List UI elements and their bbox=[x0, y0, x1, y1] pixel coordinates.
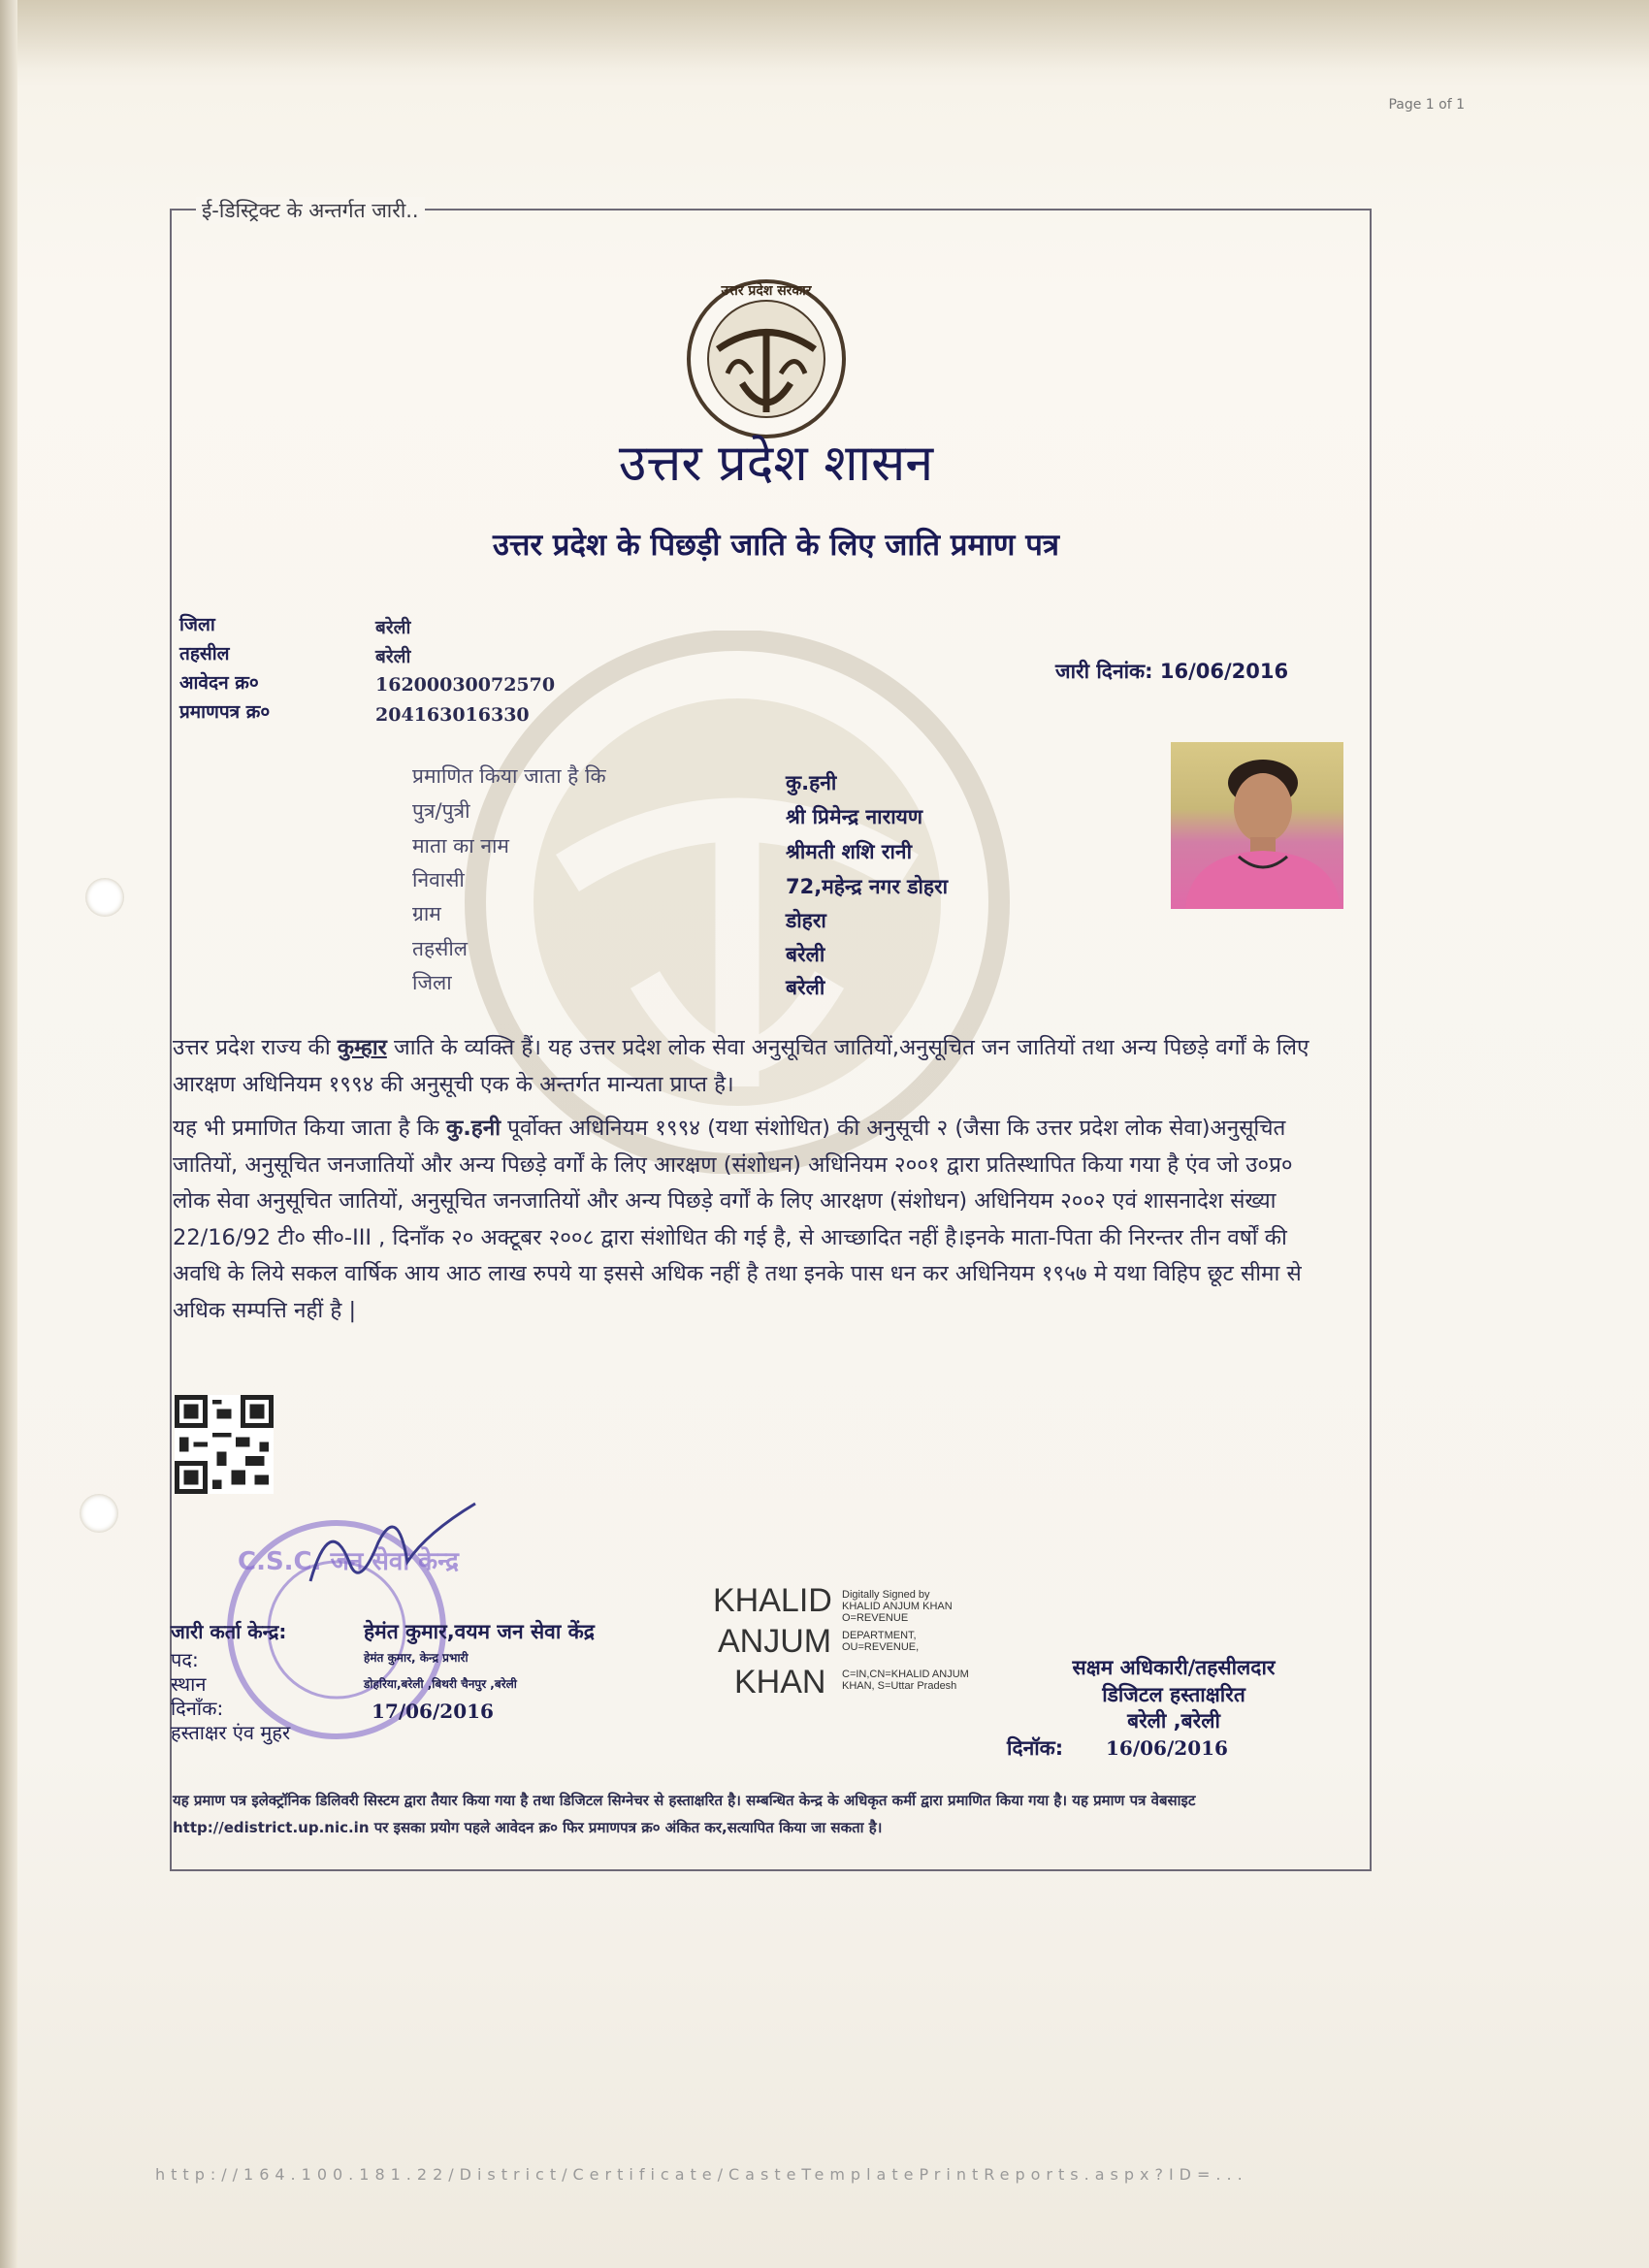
meta-value: बरेली bbox=[375, 646, 411, 667]
authority-title: सक्षम अधिकारी/तहसीलदार bbox=[1072, 1656, 1276, 1679]
meta-value: बरेली bbox=[375, 617, 411, 638]
issuer-label: हस्ताक्षर एंव मुहर bbox=[171, 1721, 291, 1744]
tehsil: बरेली bbox=[786, 943, 825, 966]
authority-date: 16/06/2016 bbox=[1106, 1736, 1228, 1760]
person-name: कु.हनी bbox=[786, 771, 837, 794]
caste-name: कुम्हार bbox=[337, 1035, 387, 1060]
qr-code-icon bbox=[175, 1395, 274, 1494]
certification-paragraph bbox=[173, 1111, 1337, 1329]
up-emblem-icon bbox=[684, 276, 849, 441]
emblem-text: उत्तर प्रदेश सरकार bbox=[721, 283, 812, 299]
digital-sign-name: KHALID bbox=[713, 1582, 832, 1619]
para1-text: उत्तर प्रदेश राज्य की bbox=[173, 1035, 338, 1060]
page-header: Page 1 of 1 bbox=[1388, 97, 1465, 113]
issuer-date: 17/06/2016 bbox=[372, 1700, 494, 1723]
authority-date-label: दिनॉक: bbox=[1007, 1736, 1064, 1760]
district: बरेली bbox=[786, 976, 825, 999]
digital-sign-detail: Digitally Signed by bbox=[842, 1589, 930, 1601]
person-label: निवासी bbox=[412, 868, 465, 891]
meta-label: प्रमाणपत्र क्र० bbox=[179, 701, 271, 723]
stamp-text: C.S.C. जन सेवा केन्द्र bbox=[238, 1547, 459, 1576]
person-label: माता का नाम bbox=[412, 834, 509, 858]
application-number: 162000300725​70 bbox=[375, 674, 556, 696]
issue-date: जारी दिनांक: 16/06/2016 bbox=[1055, 660, 1289, 683]
punch-hole bbox=[80, 1494, 118, 1533]
person-label: जिला bbox=[412, 971, 452, 994]
issuer-label: दिनाँक: bbox=[171, 1697, 224, 1720]
mother-name: श्रीमती शशि रानी bbox=[786, 840, 913, 863]
punch-hole bbox=[85, 878, 124, 917]
digital-sign-name: ANJUM bbox=[718, 1623, 832, 1660]
authority-signed: डिजिटल हस्ताक्षरित bbox=[1102, 1683, 1245, 1706]
person-label: पुत्र/पुत्री bbox=[412, 799, 470, 823]
certificate-number: 204163016330 bbox=[375, 704, 530, 726]
person-label: ग्राम bbox=[412, 902, 441, 925]
para2-person-name: कु.हनी bbox=[445, 1116, 501, 1141]
issuer-center: हेमंत कुमार,वयम जन सेवा केंद्र bbox=[364, 1620, 595, 1643]
certificate-subtitle: उत्तर प्रदेश के पिछड़ी जाति के लिए जाति प्रमाण पत्र bbox=[493, 528, 1059, 563]
page-title: उत्तर प्रदेश शासन bbox=[618, 435, 934, 493]
para2-text: यह भी प्रमाणित किया जाता है कि bbox=[173, 1116, 446, 1141]
scan-left-edge bbox=[0, 0, 17, 2268]
meta-label: तहसील bbox=[179, 643, 230, 664]
digital-sign-detail: OU=REVENUE, bbox=[842, 1641, 920, 1653]
issuer-label: जारी कर्ता केन्द्र: bbox=[171, 1620, 287, 1643]
digital-sign-detail: DEPARTMENT, bbox=[842, 1630, 917, 1641]
meta-label: आवेदन क्र० bbox=[179, 672, 259, 694]
digital-sign-detail: C=IN,CN=KHALID ANJUM bbox=[842, 1669, 969, 1680]
caste-paragraph bbox=[173, 1030, 1337, 1103]
digital-sign-name: KHAN bbox=[734, 1664, 826, 1701]
residence: 72,महेन्द्र नगर डोहरा bbox=[786, 875, 949, 898]
digital-sign-detail: O=REVENUE bbox=[842, 1612, 909, 1624]
footer-note: यह प्रमाण पत्र इलेक्ट्रॉनिक डिलिवरी सिस्टम द्वारा तैयार किया गया है तथा डिजिटल सिग्नेचर से हस्ताक्षरित है। सम्बन्धित केन्द्र के अधिकृत कर्मी द्वारा प्रमाणित किया गया है। यह प्रमाण पत्र वेबसाइट http://edistrict.up.nic.in पर इसका प्रयोग पहले आवेदन क्र० फिर प्रमाणपत्र क्र० अंकित कर,सत्यापित किया जा सकता है। bbox=[173, 1792, 1196, 1836]
person-label: तहसील bbox=[412, 937, 468, 960]
digital-sign-detail: KHALID ANJUM KHAN bbox=[842, 1601, 953, 1612]
issuer-designation: हेमंत कुमार, केन्द्र प्रभारी bbox=[364, 1651, 469, 1665]
scan-top-edge bbox=[0, 0, 1649, 68]
issuer-label: पद: bbox=[171, 1648, 199, 1671]
person-photo-icon bbox=[1171, 742, 1343, 909]
issuer-label: स्थान bbox=[171, 1672, 207, 1696]
para2-text: पूर्वोक्त अधिनियम १९९४ (यथा संशोधित) की अनुसूची २ (जैसा कि उत्तर प्रदेश लोक सेवा)अनुसूचित जातियों, अनुसूचित जनजातियों और अन्य पिछड़े वर्गों के लिए आरक्षण (संशोधन) अधिनियम २००१ द्वारा प्रतिस्थापित किया गया है एंव जो उ०प्र० लोक सेवा अनुसूचित जातियों, अनुसूचित जनजातियों और अन्य पिछड़े वर्गों के लिए आरक्षण (संशोधन) अधिनियम २००२ एवं शासनादेश संख्या 22/16/92 टी० सी०-III , दिनाँक २० अक्टूबर २००८ द्वारा संशोधित की गई है, से आच्छादित नहीं है।इनके माता-पिता की निरन्तर तीन वर्षों की अवधि के लिये सकल वार्षिक आय आठ लाख रुपये या इससे अधिक नहीं है तथा इनके पास धन कर अधिनियम १९५७ मे यथा विहिप छूट सीमा से अधिक सम्पत्ति नहीं है | bbox=[173, 1116, 1302, 1323]
issuer-place: डोहरिया,बरेली ,बिथरी चैनपुर ,बरेली bbox=[364, 1677, 517, 1691]
handwritten-signature-icon bbox=[291, 1494, 485, 1610]
person-label: प्रमाणित किया जाता है कि bbox=[412, 764, 606, 788]
district-issue-tag: ई-डिस्ट्रिक्ट के अन्तर्गत जारी.. bbox=[196, 197, 425, 224]
applicant-photo bbox=[1171, 742, 1343, 909]
para1-text: जाति के व्यक्ति हैं। यह उत्तर प्रदेश लोक सेवा अनुसूचित जातियों,अनुसूचित जन जातियों तथा अन्य पिछड़े वर्गों के लिए आरक्षण अधिनियम १९९४ की अनुसूची एक के अन्तर्गत मान्यता प्राप्त है। bbox=[173, 1035, 1310, 1097]
father-name: श्री प्रिमेन्द्र नारायण bbox=[786, 805, 922, 828]
authority-place: बरेली ,बरेली bbox=[1127, 1709, 1220, 1733]
meta-label: जिला bbox=[179, 614, 215, 635]
print-url: http://164.100.181.22/District/Certificate/CasteTemplatePrintReports.aspx?ID=... bbox=[155, 2165, 1248, 2184]
village: डोहरा bbox=[786, 909, 826, 932]
digital-sign-detail: KHAN, S=Uttar Pradesh bbox=[842, 1680, 957, 1692]
